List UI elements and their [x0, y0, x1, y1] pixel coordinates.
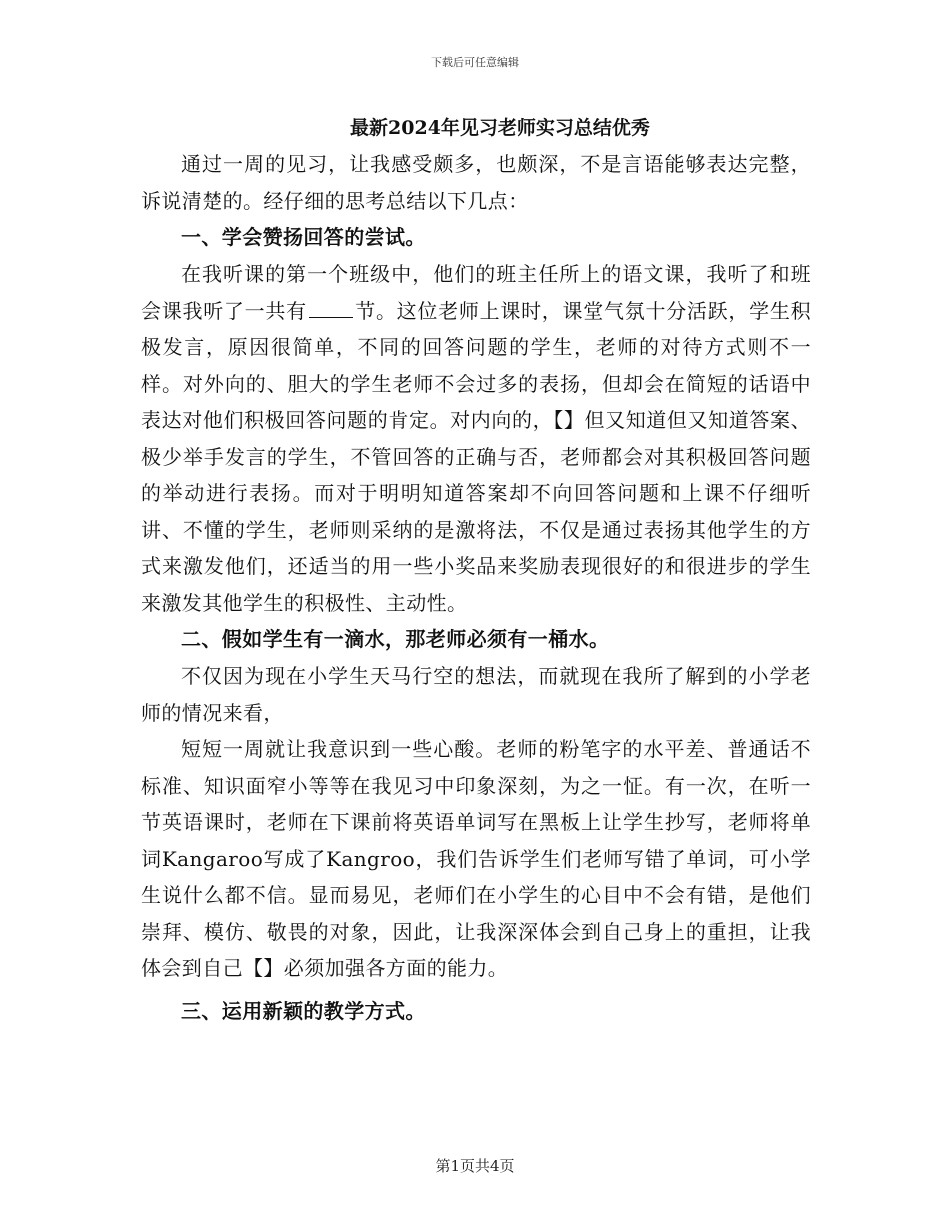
intro-paragraph: 通过一周的见习，让我感受颇多，也颇深，不是言语能够表达完整，诉说清楚的。经仔细的思考总结以下几点： — [141, 152, 811, 213]
section-2-paragraph-1: 不仅因为现在小学生天马行空的想法，而就现在我所了解到的小学老师的情况来看， — [141, 664, 811, 725]
section-1-heading: 一、学会赞扬回答的尝试。 — [181, 225, 426, 249]
header-note: 下载后可任意编辑 — [431, 56, 519, 69]
document-body — [141, 112, 811, 1030]
section-2-heading: 二、假如学生有一滴水，那老师必须有一桶水。 — [181, 627, 610, 651]
page-footer: 第1页共4页 — [435, 1157, 515, 1175]
section-2-paragraph-2: 短短一周就让我意识到一些心酸。老师的粉笔字的水平差、普通话不标准、知识面窄小等等在我见习中印象深刻，为之一怔。有一次，在听一节英语课时，老师在下课前将英语单词写在黑板上让学生抄写，老师将单词Kangaroo写成了Kangroo，我们告诉学生们老师写错了单词，可小学生说什么都不信。显而易见，老师们在小学生的心目中不会有错，是他们崇拜、模仿、敬畏的对象，因此，让我深深体会到自己身上的重担，让我体会到自己【】必须加强各方面的能力。 — [141, 737, 811, 980]
section-3-heading: 三、运用新颖的教学方式。 — [181, 998, 426, 1023]
section-1-text-part-1: 在我听课的第一个班级中，他们的班主任所上的语文课，我听了和班会课我听了一共有 — [141, 262, 811, 323]
section-1-text-part-2: 节。这位老师上课时，课堂气氛十分活跃，学生积极发言，原因很简单，不同的回答问题的学生，老师的对待方式则不一样。对外向的、胆大的学生老师不会过多的表扬，但却会在简短的话语中表达对他们积极回答问题的肯定。对内向的，【】但又知道但又知道答案、极少举手发言的学生，不管回答的正确与否，老师都会对其积极回答问题的举动进行表扬。而对于明明知道答案却不向回答问题和上课不仔细听讲、不懂的学生，老师则采纳的是激将法，不仅是通过表扬其他学生的方式来激发他们，还适当的用一些小奖品来奖励表现很好的和很进步的学生来激发其他学生的积极性、主动性。 — [141, 298, 811, 615]
fill-in-blank — [309, 297, 353, 318]
document-title: 最新2024年见习老师实习总结优秀 — [350, 117, 650, 139]
section-1-paragraph — [141, 256, 811, 621]
